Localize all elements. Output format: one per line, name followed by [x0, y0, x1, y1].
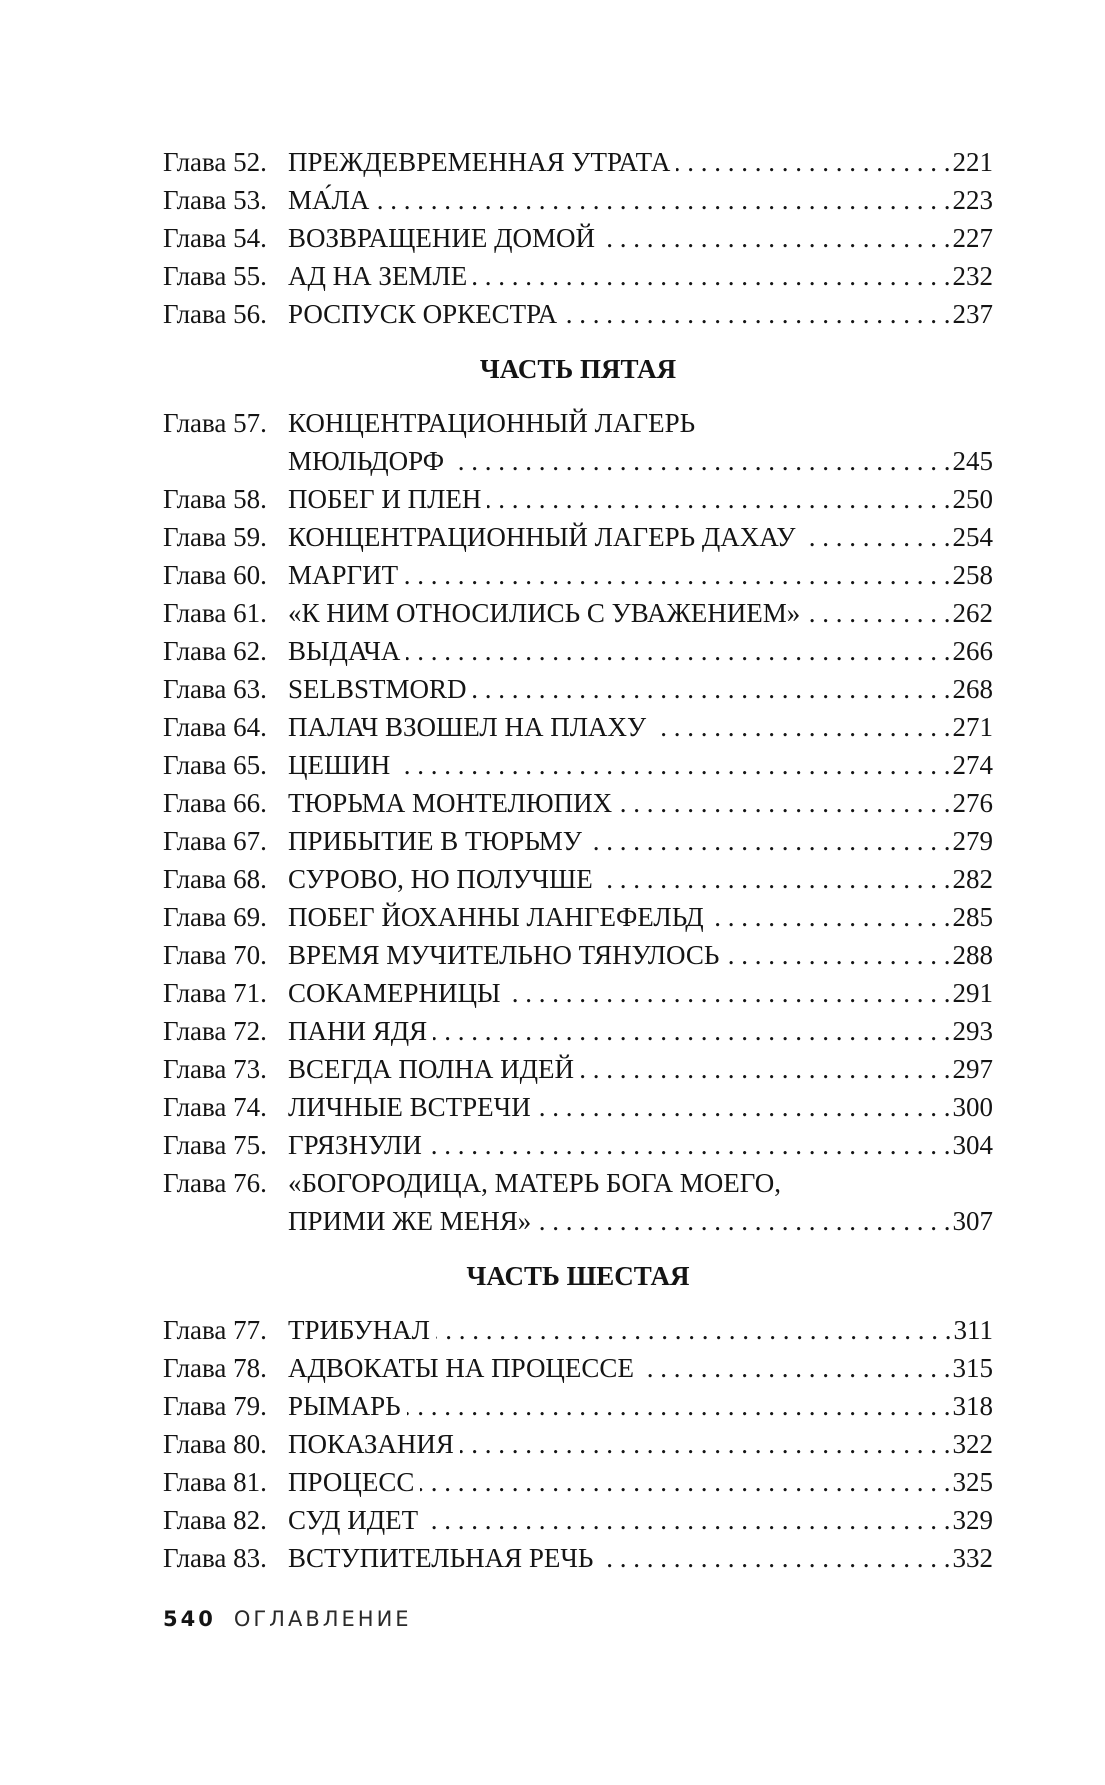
toc-entry-continuation[interactable]: [163, 442, 993, 480]
chapter-number: Глава 57.: [163, 408, 267, 438]
toc-entry[interactable]: [163, 670, 993, 708]
chapter-title: «К НИМ ОТНОСИЛИСЬ С УВАЖЕНИЕМ»: [288, 598, 801, 628]
chapter-title: МЮЛЬДОРФ: [288, 446, 445, 476]
dot-leader: [473, 670, 951, 708]
chapter-title: ГРЯЗНУЛИ: [288, 1130, 422, 1160]
chapter-number: Глава 72.: [163, 1016, 267, 1046]
dot-leader: [580, 1050, 950, 1088]
footer-running-title: ОГЛАВЛЕНИЕ: [233, 1607, 412, 1631]
toc-entry[interactable]: [163, 632, 993, 670]
chapter-title: ВСТУПИТЕЛЬНАЯ РЕЧЬ: [288, 1543, 594, 1573]
chapter-number: Глава 75.: [163, 1130, 267, 1160]
dot-leader: [725, 936, 950, 974]
chapter-title: ЦЕШИН: [288, 750, 391, 780]
toc-entry[interactable]: [163, 974, 993, 1012]
chapter-number: Глава 59.: [163, 522, 267, 552]
chapter-title: АДВОКАТЫ НА ПРОЦЕССЕ: [288, 1353, 634, 1383]
dot-leader: [599, 1539, 950, 1577]
chapter-number: Глава 53.: [163, 185, 267, 215]
chapter-page-number: 325: [952, 1467, 993, 1497]
dot-leader: [433, 1012, 950, 1050]
toc-entry[interactable]: [163, 594, 993, 632]
chapter-page-number: 279: [952, 826, 993, 856]
chapter-page-number: 227: [952, 223, 993, 253]
toc-entry[interactable]: [163, 708, 993, 746]
chapter-page-number: 254: [952, 522, 993, 552]
toc-entry[interactable]: [163, 219, 993, 257]
dot-leader: [563, 295, 950, 333]
toc-entry[interactable]: [163, 480, 993, 518]
chapter-page-number: 282: [952, 864, 993, 894]
toc-entry[interactable]: [163, 556, 993, 594]
dot-leader: [407, 1387, 951, 1425]
chapter-title: КОНЦЕНТРАЦИОННЫЙ ЛАГЕРЬ ДАХАУ: [288, 522, 796, 552]
chapter-number: Глава 77.: [163, 1315, 267, 1345]
chapter-number: Глава 79.: [163, 1391, 267, 1421]
chapter-number: Глава 66.: [163, 788, 267, 818]
toc-entry[interactable]: [163, 1164, 993, 1202]
toc-entry[interactable]: [163, 518, 993, 556]
dot-leader: [537, 1088, 951, 1126]
dot-leader: [710, 898, 951, 936]
chapter-number: Глава 61.: [163, 598, 267, 628]
chapter-title: ПОБЕГ И ПЛЕН: [288, 484, 482, 514]
dot-leader: [396, 746, 950, 784]
chapter-number: Глава 69.: [163, 902, 267, 932]
chapter-page-number: 318: [952, 1391, 993, 1421]
chapter-title: ВОЗВРАЩЕНИЕ ДОМОЙ: [288, 223, 595, 253]
dot-leader: [676, 143, 950, 181]
chapter-page-number: 268: [952, 674, 993, 704]
toc-entry[interactable]: [163, 1425, 993, 1463]
chapter-title: РОСПУСК ОРКЕСТРА: [288, 299, 558, 329]
dot-leader: [436, 1311, 952, 1349]
chapter-number: Глава 58.: [163, 484, 267, 514]
table-of-contents: [163, 143, 993, 1577]
chapter-number: Глава 74.: [163, 1092, 267, 1122]
chapter-title: ЛИЧНЫЕ ВСТРЕЧИ: [288, 1092, 531, 1122]
part-heading: ЧАСТЬ ПЯТАЯ: [479, 354, 677, 384]
chapter-page-number: 245: [952, 446, 993, 476]
chapter-title: «БОГОРОДИЦА, МАТЕРЬ БОГА МОЕГО,: [288, 1168, 781, 1198]
dot-leader: [424, 1501, 950, 1539]
chapter-number: Глава 52.: [163, 147, 267, 177]
chapter-title: ПОБЕГ ЙОХАННЫ ЛАНГЕФЕЛЬД: [288, 902, 704, 932]
chapter-title: ПРИБЫТИЕ В ТЮРЬМУ: [288, 826, 582, 856]
chapter-number: Глава 67.: [163, 826, 267, 856]
chapter-number: Глава 82.: [163, 1505, 267, 1535]
chapter-number: Глава 64.: [163, 712, 267, 742]
chapter-number: Глава 63.: [163, 674, 267, 704]
toc-entry[interactable]: [163, 898, 993, 936]
chapter-title: ПОКАЗАНИЯ: [288, 1429, 454, 1459]
chapter-page-number: 276: [952, 788, 993, 818]
toc-entry[interactable]: [163, 1501, 993, 1539]
chapter-page-number: 237: [952, 299, 993, 329]
chapter-page-number: 288: [952, 940, 993, 970]
chapter-page-number: 274: [952, 750, 993, 780]
dot-leader: [507, 974, 951, 1012]
chapter-page-number: 307: [952, 1206, 993, 1236]
chapter-page-number: 332: [952, 1543, 993, 1573]
toc-entry[interactable]: [163, 1126, 993, 1164]
chapter-number: Глава 62.: [163, 636, 267, 666]
chapter-title: ПРЕЖДЕВРЕМЕННАЯ УТРАТА: [288, 147, 671, 177]
dot-leader: [599, 860, 951, 898]
chapter-title: РЫМАРЬ: [288, 1391, 401, 1421]
toc-entry[interactable]: [163, 295, 993, 333]
dot-leader: [404, 556, 950, 594]
dot-leader: [618, 784, 950, 822]
chapter-page-number: 293: [952, 1016, 993, 1046]
dot-leader: [802, 518, 951, 556]
dot-leader: [473, 257, 950, 295]
toc-entry[interactable]: [163, 1349, 993, 1387]
chapter-number: Глава 68.: [163, 864, 267, 894]
dot-leader: [652, 708, 950, 746]
chapter-page-number: 266: [952, 636, 993, 666]
dot-leader: [420, 1463, 950, 1501]
chapter-page-number: 291: [952, 978, 993, 1008]
toc-entry[interactable]: [163, 1463, 993, 1501]
part-heading: ЧАСТЬ ШЕСТАЯ: [466, 1261, 690, 1291]
chapter-title: ВРЕМЯ МУЧИТЕЛЬНО ТЯНУЛОСЬ: [288, 940, 720, 970]
chapter-title: МА́ЛА: [288, 185, 370, 215]
chapter-number: Глава 54.: [163, 223, 267, 253]
chapter-title: МАРГИТ: [288, 560, 399, 590]
toc-entry[interactable]: [163, 936, 993, 974]
chapter-title: ПАЛАЧ ВЗОШЕЛ НА ПЛАХУ: [288, 712, 647, 742]
chapter-page-number: 315: [952, 1353, 993, 1383]
toc-entry[interactable]: [163, 1311, 993, 1349]
chapter-title: АД НА ЗЕМЛЕ: [288, 261, 468, 291]
chapter-title: ПРОЦЕСС: [288, 1467, 415, 1497]
dot-leader: [806, 594, 950, 632]
dot-leader: [537, 1202, 950, 1240]
dot-leader: [487, 480, 950, 518]
chapter-number: Глава 80.: [163, 1429, 267, 1459]
dot-leader: [588, 822, 951, 860]
chapter-title: ВЫДАЧА: [288, 636, 401, 666]
chapter-title: СУД ИДЕТ: [288, 1505, 419, 1535]
chapter-title: ВСЕГДА ПОЛНА ИДЕЙ: [288, 1054, 575, 1084]
dot-leader: [460, 1425, 951, 1463]
chapter-number: Глава 65.: [163, 750, 267, 780]
chapter-number: Глава 81.: [163, 1467, 267, 1497]
chapter-title: ТЮРЬМА МОНТЕЛЮПИХ: [288, 788, 613, 818]
dot-leader: [601, 219, 951, 257]
toc-entry[interactable]: [163, 746, 993, 784]
toc-entry-continuation[interactable]: [163, 1202, 993, 1240]
chapter-title: SELBSTMORD: [288, 674, 467, 704]
chapter-page-number: 297: [952, 1054, 993, 1084]
chapter-page-number: 285: [952, 902, 993, 932]
chapter-number: Глава 56.: [163, 299, 267, 329]
chapter-title: КОНЦЕНТРАЦИОННЫЙ ЛАГЕРЬ: [288, 408, 696, 438]
chapter-title: СУРОВО, НО ПОЛУЧШЕ: [288, 864, 593, 894]
chapter-page-number: 232: [952, 261, 993, 291]
page-footer: [163, 1607, 412, 1631]
dot-leader: [450, 442, 950, 480]
chapter-page-number: 300: [952, 1092, 993, 1122]
toc-entry[interactable]: [163, 404, 993, 442]
toc-entry[interactable]: [163, 1539, 993, 1577]
toc-entry[interactable]: [163, 1088, 993, 1126]
chapter-title: ПРИМИ ЖЕ МЕНЯ»: [288, 1206, 532, 1236]
chapter-number: Глава 60.: [163, 560, 267, 590]
chapter-number: Глава 70.: [163, 940, 267, 970]
chapter-page-number: 221: [952, 147, 993, 177]
chapter-page-number: 223: [952, 185, 993, 215]
chapter-number: Глава 76.: [163, 1168, 267, 1198]
chapter-page-number: 271: [952, 712, 993, 742]
chapter-page-number: 311: [953, 1315, 993, 1345]
toc-entry[interactable]: [163, 257, 993, 295]
footer-page-number: 540: [163, 1607, 216, 1631]
toc-entry[interactable]: [163, 1050, 993, 1088]
chapter-page-number: 322: [952, 1429, 993, 1459]
chapter-page-number: 262: [952, 598, 993, 628]
chapter-title: СОКАМЕРНИЦЫ: [288, 978, 501, 1008]
dot-leader: [375, 181, 950, 219]
toc-entry[interactable]: [163, 1012, 993, 1050]
chapter-number: Глава 71.: [163, 978, 267, 1008]
toc-entry[interactable]: [163, 1387, 993, 1425]
toc-entry[interactable]: [163, 822, 993, 860]
chapter-number: Глава 83.: [163, 1543, 267, 1573]
dot-leader: [406, 632, 950, 670]
chapter-page-number: 250: [952, 484, 993, 514]
chapter-page-number: 329: [952, 1505, 993, 1535]
toc-entry[interactable]: [163, 181, 993, 219]
dot-leader: [428, 1126, 951, 1164]
chapter-page-number: 304: [952, 1130, 993, 1160]
dot-leader: [640, 1349, 951, 1387]
chapter-title: ТРИБУНАЛ: [288, 1315, 430, 1345]
chapter-page-number: 258: [952, 560, 993, 590]
toc-entry[interactable]: [163, 860, 993, 898]
chapter-title: ПАНИ ЯДЯ: [288, 1016, 428, 1046]
toc-entry[interactable]: [163, 143, 993, 181]
chapter-number: Глава 55.: [163, 261, 267, 291]
chapter-number: Глава 78.: [163, 1353, 267, 1383]
toc-entry[interactable]: [163, 784, 993, 822]
chapter-number: Глава 73.: [163, 1054, 267, 1084]
